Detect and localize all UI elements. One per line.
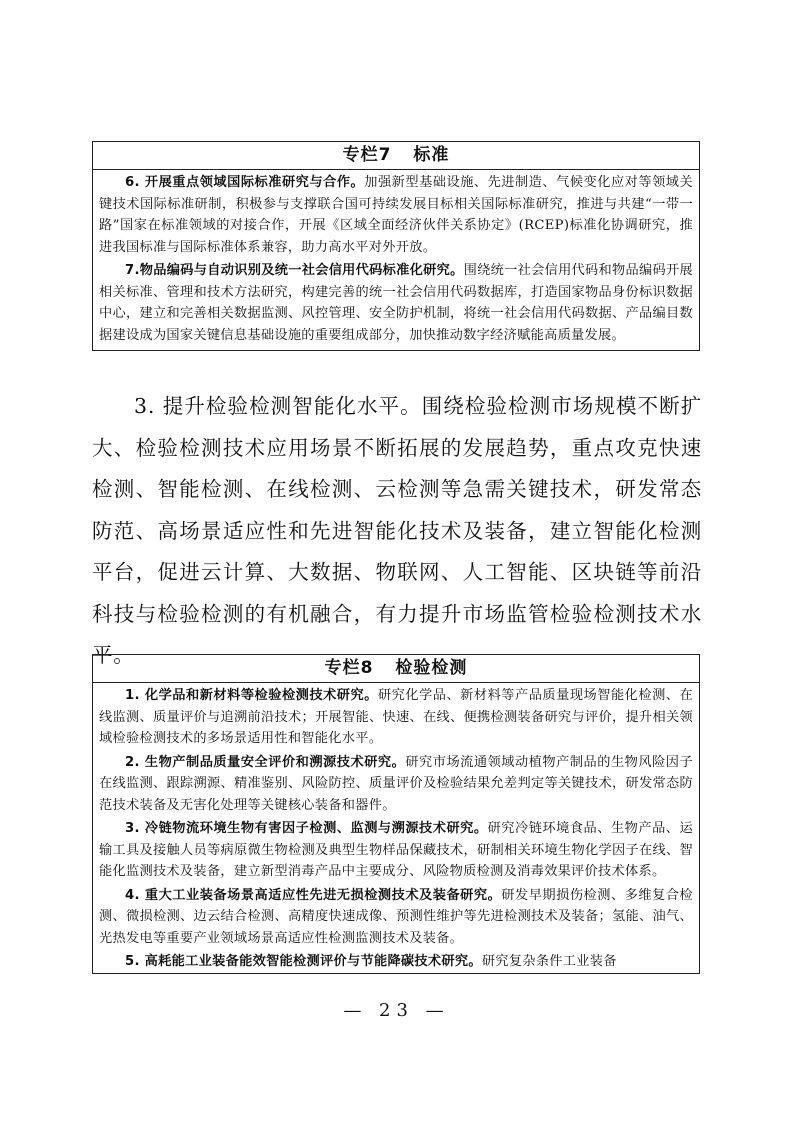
box7-item-7-text: 围绕统一社会信用代码和物品编码开展相关标准、管理和技术方法研究，构建完善的统一社会信用代码数据库，打造国家物品身份标识数据中心，建立和完善相关数据监测、风控管理、安全防护机制，将统一社会信用代码数据、产品编目数据建设成为国家关键信息基础设施的重要组成部分，加快推动数字经济赋能高质量发展。 xyxy=(99,263,693,343)
column-box-7-heading: 标准 xyxy=(413,145,450,165)
box8-item-3-text: 研究冷链环境食品、生物产品、运输工具及接触人员等病原微生物检测及典型生物样品保藏技术，研制相关环境生物化学因子在线、智能化监测技术及装备，建立新型消毒产品中主要成分、风险物质检测及消毒效果评价技术体系。 xyxy=(99,821,693,879)
page-number: — 23 — xyxy=(343,1000,450,1021)
box7-item-6-lead: 6. 开展重点领域国际标准研究与合作。 xyxy=(125,175,365,190)
box8-item-1-text: 研究化学品、新材料等产品质量现场智能化检测、在线监测、质量评价与追溯前沿技术；开展智能、快速、在线、便携检测装备研究与评价，提升相关领域检验检测技术的多场景适用性和智能化水平。 xyxy=(99,688,693,746)
column-box-7-label: 专栏7 xyxy=(342,145,392,165)
column-box-8-heading: 检验检测 xyxy=(395,658,468,678)
main-paragraph: 3. 提升检验检测智能化水平。围绕检验检测市场规模不断扩大、检验检测技术应用场景不断拓展的发展趋势，重点攻克快速检测、智能检测、在线检测、云检测等急需关键技术，研发常态防范、高场景适应性和先进智能化技术及装备，建立智能化检测平台，促进云计算、大数据、物联网、人工智能、区块链等前沿科技与检验检测的有机融合，有力提升市场监管检验检测技术水平。 xyxy=(92,394,702,667)
box8-item-5-text: 研究复杂条件工业装备 xyxy=(481,954,617,969)
box8-item-2-text: 研究市场流通领域动植物产制品的生物风险因子在线监测、跟踪溯源、精准鉴别、风险防控、质量评价及检验结果允差判定等关键技术，研发常态防范技术装备及无害化处理等关键核心装备和器件。 xyxy=(99,754,693,813)
box7-item-6-text: 加强新型基础设施、先进制造、气候变化应对等领域关键技术国际标准研制，积极参与支撑联合国可持续发展目标相关国际标准研究，推进与共建“一带一路”国家在标准领域的对接合作，开展《区域全面经济伙伴关系协定》(RCEP)标准化协调研究，推进我国标准与国际标准体系兼容，助力高水平对外开放。 xyxy=(99,175,693,255)
column-box-7-body xyxy=(93,170,699,350)
box8-item-4 xyxy=(99,885,693,950)
box8-item-1 xyxy=(99,685,693,750)
column-box-8-body xyxy=(93,683,699,974)
box8-item-5 xyxy=(99,951,693,973)
box7-item-6 xyxy=(99,172,693,258)
column-box-8-title xyxy=(93,655,699,683)
column-box-7 xyxy=(92,141,700,351)
column-box-8 xyxy=(92,654,700,974)
box8-item-4-lead: 4. 重大工业装备场景高适应性先进无损检测技术及装备研究。 xyxy=(125,887,502,903)
box8-item-4-text: 研发早期损伤检测、多维复合检测、微损检测、边云结合检测、高精度快速成像、预测性维护等先进检测技术及装备；氢能、油气、光热发电等重要产业领域场景高适应性检测监测技术及装备。 xyxy=(99,887,694,946)
box8-item-1-lead: 1. 化学品和新材料等检验检测技术研究。 xyxy=(125,688,378,703)
column-box-8-label: 专栏8 xyxy=(324,658,374,678)
box7-item-7 xyxy=(99,260,693,346)
box8-item-2 xyxy=(99,752,693,817)
box8-item-3 xyxy=(99,818,693,883)
box7-item-7-lead: 7.物品编码与自动识别及统一社会信用代码标准化研究。 xyxy=(125,263,464,278)
box8-item-2-lead: 2. 生物产制品质量安全评价和溯源技术研究。 xyxy=(125,754,406,770)
box8-item-5-lead: 5. 高耗能工业装备能效智能检测评价与节能降碳技术研究。 xyxy=(125,954,482,969)
column-box-7-title xyxy=(93,142,699,170)
box8-item-3-lead: 3. 冷链物流环境生物有害因子检测、监测与溯源技术研究。 xyxy=(125,821,488,836)
